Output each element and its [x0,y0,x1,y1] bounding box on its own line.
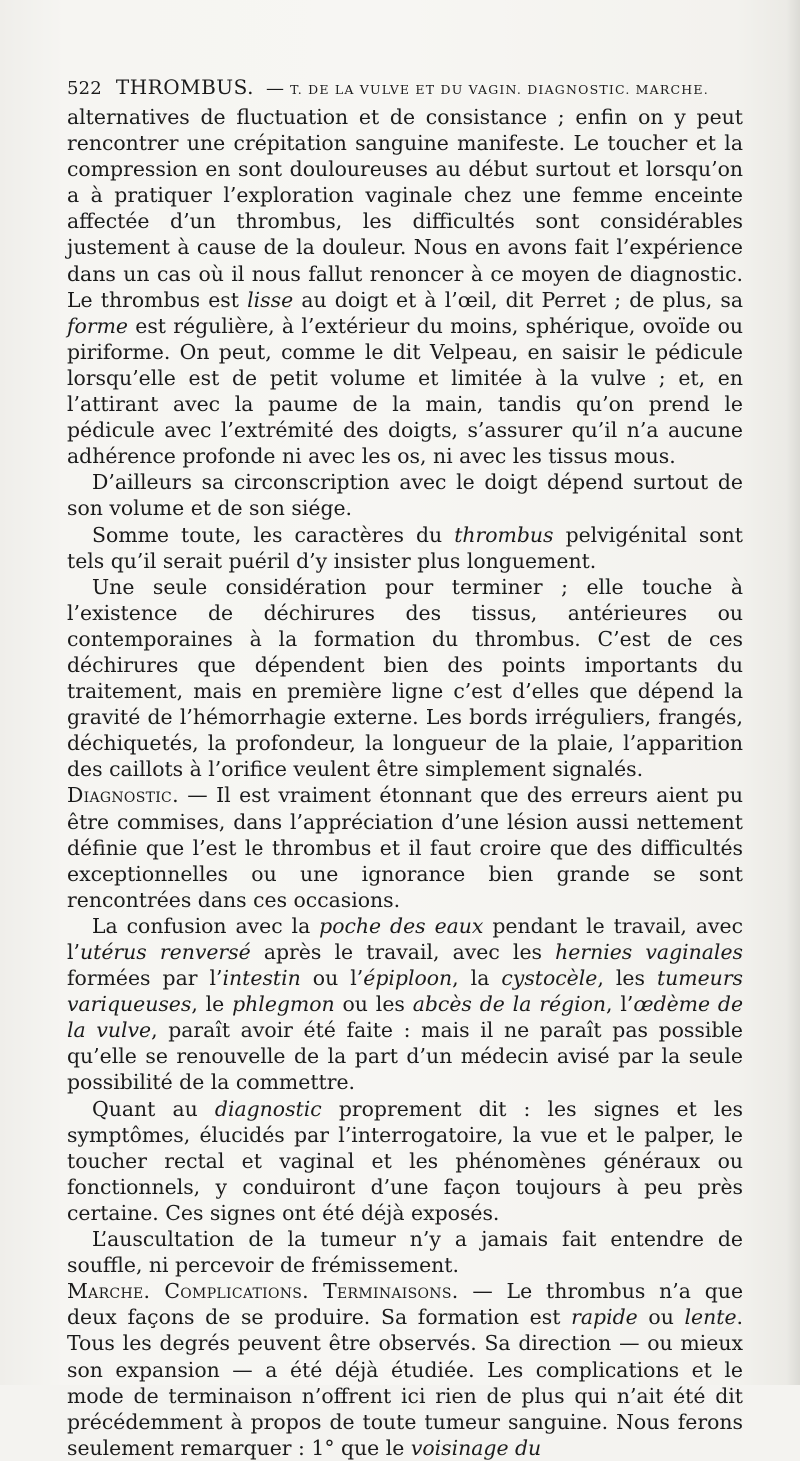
paragraph-auscultation: L’auscultation de la tumeur n’y a jamais fait entendre de souffle, ni percevoir de frémissement. [67,1227,743,1278]
running-header [67,70,743,104]
header-dash: — [265,78,285,99]
paragraph-diagnostic: Diagnostic. — Il est vraiment étonnant que des erreurs aient pu être commises, dans l’appréciation d’une lésion aussi nettement définie que l’est le thrombus et il faut croire que des difficultés exceptionnelles ou une ignorance bien grande se sont rencontrées dans ces occasions. [67,783,743,912]
page-edge-shadow [786,0,800,1385]
paragraph-4: Une seule considération pour terminer ; elle touche à l’existence de déchirures des tissus, antérieures ou contemporaines à la formation du thrombus. C’est de ces déchirures que dépendent bien des points importants du traitement, mais en première ligne c’est d’elles que dépend la gravité de l’hémorrhagie externe. Les bords irréguliers, frangés, déchiquetés, la profondeur, la longueur de la plaie, l’apparition des caillots à l’orifice veulent être simplement signalés. [67,574,743,782]
paragraph-2: D’ailleurs sa circonscription avec le doigt dépend surtout de son volume et de son siége. [67,470,743,521]
page-number: 522 [67,78,102,99]
paragraph-3: Somme toute, les caractères du thrombus pelvigénital sont tels qu’il serait puéril d’y insister plus longuement. [67,522,743,573]
paragraph-marche: Marche. Complications. Terminaisons. — Le thrombus n’a que deux façons de se produire. Sa formation est rapide ou lente. Tous les degrés peuvent être observés. Sa direction — ou mieux son expansion — a été déjà étudiée. Les complications et le mode de terminaison n’offrent ici rien de plus qui n’ait été dit précédemment à propos de toute tumeur sanguine. Nous ferons seulement remarquer : 1° que le voisinage du [67,1279,744,1460]
section-heading-diagnostic: Diagnostic. [67,783,179,808]
paragraph-1: alternatives de fluctuation et de consistance ; enfin on y peut rencontrer une crépitation sanguine manifeste. Le toucher et la compression en sont douloureuses au début surtout et lorsqu’on a à pratiquer l’exploration vaginale chez une femme enceinte affectée d’un thrombus, les difficultés sont considérables justement à cause de la douleur. Nous en avons fait l’expérience dans un cas où il nous fallut renoncer à ce moyen de diagnostic. Le thrombus est lisse au doigt et à l’œil, dit Perret ; de plus, sa forme est régulière, à l’extérieur du moins, sphérique, ovoïde ou piriforme. On peut, comme le dit Velpeau, en saisir le pédicule lorsqu’elle est de petit volume et limitée à la vulve ; et, en l’attirant avec la paume de la main, tandis qu’on prend le pédicule avec l’extrémité des doigts, s’assurer qu’il n’a aucune adhérence profonde ni avec les os, ni avec les tissus mous. [67,105,743,469]
body-text [67,104,743,1461]
text-block [67,70,743,1461]
header-title: THROMBUS. [115,75,255,99]
paragraph-confusion: La confusion avec la poche des eaux pendant le travail, avec l’utérus renversé après le travail, avec les hernies vaginales formées par l’intestin ou l’épiploon, la cystocèle, les tumeurs variqueuses, le phlegmon ou les abcès de la région, l’œdème de la vulve, paraît avoir été faite : mais il ne paraît pas possible qu’elle se renouvelle de la part d’un médecin avisé par la seule possibilité de la commettre. [67,913,744,1095]
paragraph-quant-au-diagnostic: Quant au diagnostic proprement dit : les signes et les symptômes, élucidés par l’interrogatoire, la vue et le palper, le toucher rectal et vaginal et les phénomènes généraux ou fonctionnels, y conduiront d’une façon toujours à peu près certaine. Ces signes ont été déjà exposés. [67,1096,743,1225]
header-subtitle: T. DE LA VULVE ET DU VAGIN. DIAGNOSTIC. MARCHE. [290,82,709,97]
section-heading-marche: Marche. Complications. Terminaisons. [67,1279,459,1304]
